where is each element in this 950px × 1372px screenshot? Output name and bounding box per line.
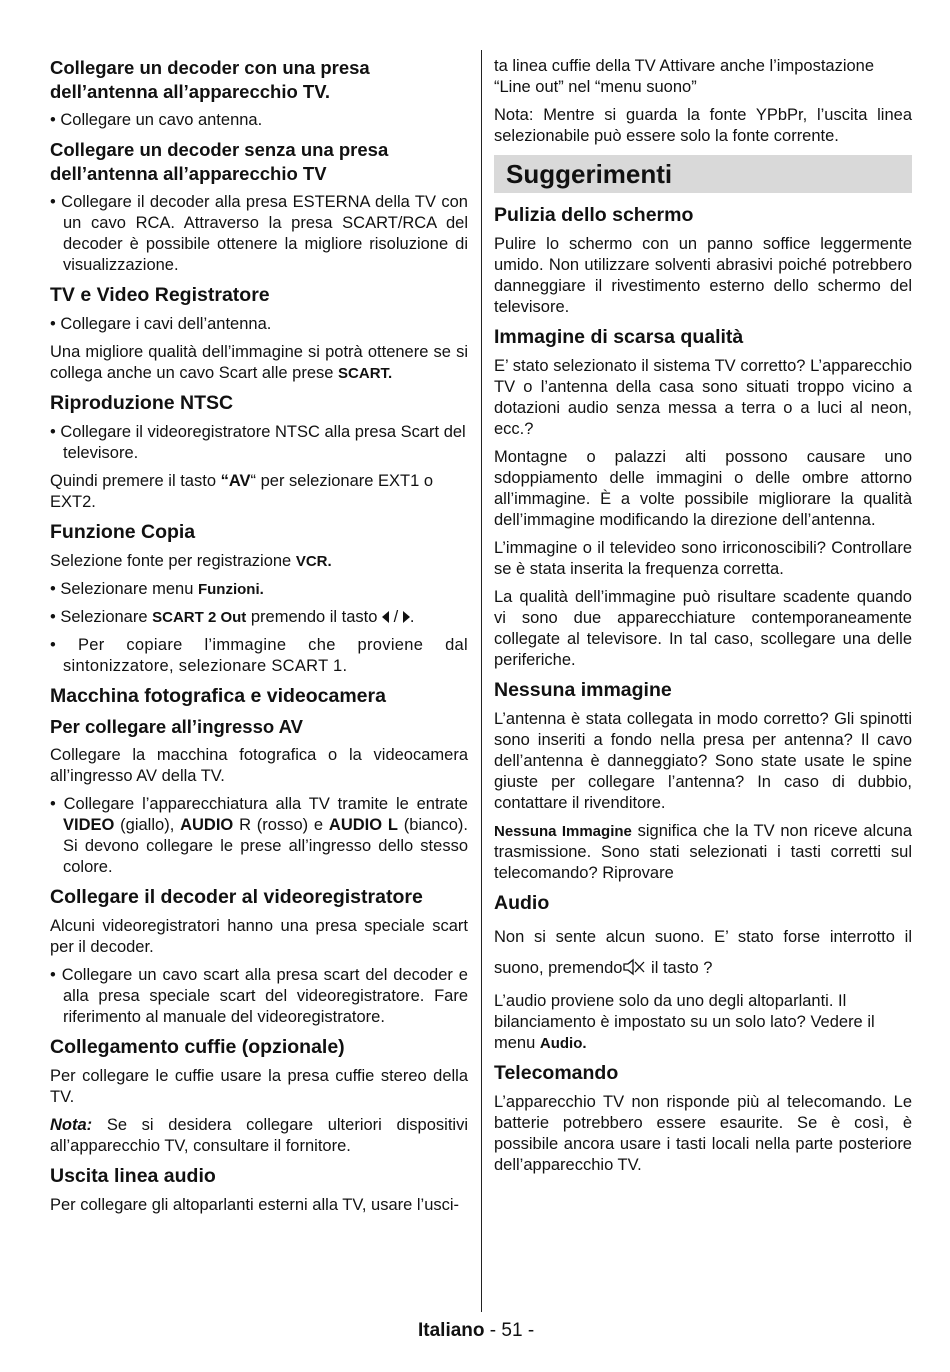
paragraph-recording-source: Selezione fonte per registrazione VCR.	[50, 552, 332, 570]
heading-line-out: Uscita linea audio	[50, 1165, 216, 1187]
heading-headphones: Collegamento cuffie (opzionale)	[50, 1036, 345, 1058]
paragraph-tv-system: E’ stato selezionato il sistema TV corretto? L’apparecchio TV o l’antenna della casa sono situati troppo vicino a dotazioni audio senza messa a terra o a luci al neon, ecc.?	[494, 357, 912, 438]
paragraph-headphones: Per collegare le cuffie usare la presa cuffie stereo della TV.	[50, 1067, 468, 1106]
paragraph-note: Nota: Se si desidera collegare ulteriori dispositivi all’apparecchio TV, consultare il fornitore.	[50, 1116, 468, 1155]
bullet-ntsc-vcr: • Collegare il videoregistratore NTSC alla presa Scart del televisore.	[50, 422, 468, 464]
bullet-copy-tuner: • Per copiare l’immagine che proviene dal sintonizzatore, selezionare SCART 1.	[50, 635, 468, 677]
bullet-antenna-cable: • Collegare un cavo antenna.	[50, 110, 468, 131]
left-arrow-icon	[382, 611, 389, 623]
paragraph-frequency: L’immagine o il televideo sono irriconoscibili? Controllare se è stata inserita la frequenza corretta.	[494, 539, 912, 578]
heading-no-picture: Nessuna immagine	[494, 679, 672, 701]
page-number: - 51 -	[489, 1320, 535, 1341]
left-column	[50, 56, 468, 1223]
heading-ntsc: Riproduzione NTSC	[50, 392, 234, 414]
heading-copy-function: Funzione Copia	[50, 521, 196, 543]
page-footer	[418, 1320, 534, 1342]
paragraph-two-devices: La qualità dell’immagine può risultare scadente quando vi sono due apparecchiature contemporaneamente collegate al televisore. In tal caso, scollegare una delle periferiche.	[494, 588, 912, 669]
paragraph-antenna-check: L’antenna è stata collegata in modo corretto? Gli spinotti sono inseriti a fondo nella presa per antenna? Il cavo dell’antenna è danneggiato? Sono state usate le spine giuste per collegare l’antenna? In caso di dubbio, contattare il rivenditore.	[494, 710, 912, 812]
bullet-av-inputs: • Collegare l’apparecchiatura alla TV tramite le entrate VIDEO (giallo), AUDIO R (rosso) e AUDIO L (bianco). Si devono collegare le prese all’ingresso dello stesso colore.	[50, 794, 468, 878]
paragraph-no-picture: Nessuna Immagine significa che la TV non riceve alcuna trasmissione. Sono stati selezionati i tasti corretti sul telecomando? Riprovare	[494, 822, 913, 882]
heading-screen-cleaning: Pulizia dello schermo	[494, 204, 694, 226]
paragraph-balance: L’audio proviene solo da uno degli altoparlanti. Il bilanciamento è impostato su un solo lato? Vedere il menu Audio.	[494, 992, 875, 1052]
heading-remote: Telecomando	[494, 1062, 619, 1084]
paragraph-scart-quality: Una migliore qualità dell’immagine si potrà ottenere se si collega anche un cavo Scart alle prese SCART.	[50, 343, 468, 382]
paragraph-ypbpr-note: Nota: Mentre si guarda la fonte YPbPr, l’uscita linea selezionabile può essere solo la fonte corrente.	[494, 106, 912, 145]
paragraph-remote: L’apparecchio TV non risponde più al telecomando. Le batterie potrebbero essere esaurite. Se è così, è possibile ancora usare i tasti locali nella parte posteriore dell’apparecchio TV.	[494, 1093, 912, 1174]
heading-poor-picture: Immagine di scarsa qualità	[494, 326, 744, 348]
heading-audio: Audio	[494, 892, 550, 914]
heading-tv-vcr: TV e Video Registratore	[50, 284, 270, 306]
paragraph-line-out-cont: ta linea cuffie della TV Attivare anche l’impostazione “Line out” nel “menu suono”	[494, 57, 875, 96]
bullet-antenna-cables: • Collegare i cavi dell’antenna.	[50, 314, 468, 335]
bullet-select-scart: • Selezionare SCART 2 Out premendo il tasto / .	[50, 607, 468, 628]
heading-decoder-without-antenna: Collegare un decoder senza una presa dell’antenna all’apparecchio TV	[50, 139, 389, 184]
subheading-av-input: Per collegare all’ingresso AV	[50, 716, 303, 737]
paragraph-no-sound: Non si sente alcun suono. E’ stato forse interrotto il suono, premendo il tasto ?	[494, 928, 912, 977]
paragraph-vcr-scart: Alcuni videoregistratori hanno una presa speciale scart per il decoder.	[50, 917, 468, 956]
right-column	[494, 56, 912, 1183]
bullet-decoder-rca: • Collegare il decoder alla presa ESTERNA della TV con un cavo RCA. Attraverso la presa SCART/RCA del decoder è possibile ottenere la migliore risoluzione di visualizzazione.	[50, 192, 468, 276]
column-divider	[481, 50, 482, 1312]
heading-decoder-with-antenna: Collegare un decoder con una presa dell’antenna all’apparecchio TV.	[50, 57, 370, 102]
paragraph-ghosting: Montagne o palazzi alti possono causare uno sdoppiamento delle immagini o delle ombre attorno all’immagine. È a volte possibile migliorare la qualità dell’immagine modificando la direzione dell’antenna.	[494, 448, 912, 529]
right-arrow-icon	[403, 611, 410, 623]
paragraph-camera-av: Collegare la macchina fotografica o la videocamera all’ingresso AV della TV.	[50, 746, 468, 785]
heading-decoder-vcr: Collegare il decoder al videoregistratore	[50, 886, 423, 908]
bullet-scart-cable: • Collegare un cavo scart alla presa scart del decoder e alla presa speciale scart del videoregistratore. Fare riferimento al manuale del videoregistratore.	[50, 965, 468, 1028]
heading-camera: Macchina fotografica e videocamera	[50, 685, 386, 707]
paragraph-line-out: Per collegare gli altoparlanti esterni alla TV, usare l’usci-	[50, 1196, 460, 1214]
paragraph-av-key: Quindi premere il tasto “AV“ per selezionare EXT1 o EXT2.	[50, 472, 434, 511]
mute-icon	[622, 958, 646, 976]
section-banner-tips: Suggerimenti	[494, 155, 912, 193]
bullet-select-menu: • Selezionare menu Funzioni.	[50, 579, 468, 600]
paragraph-screen-cleaning: Pulire lo schermo con un panno soffice leggermente umido. Non utilizzare solventi abrasivi poiché potrebbero danneggiare il rivestimento esterno dello schermo del televisore.	[494, 235, 912, 316]
footer-language: Italiano	[418, 1320, 485, 1341]
